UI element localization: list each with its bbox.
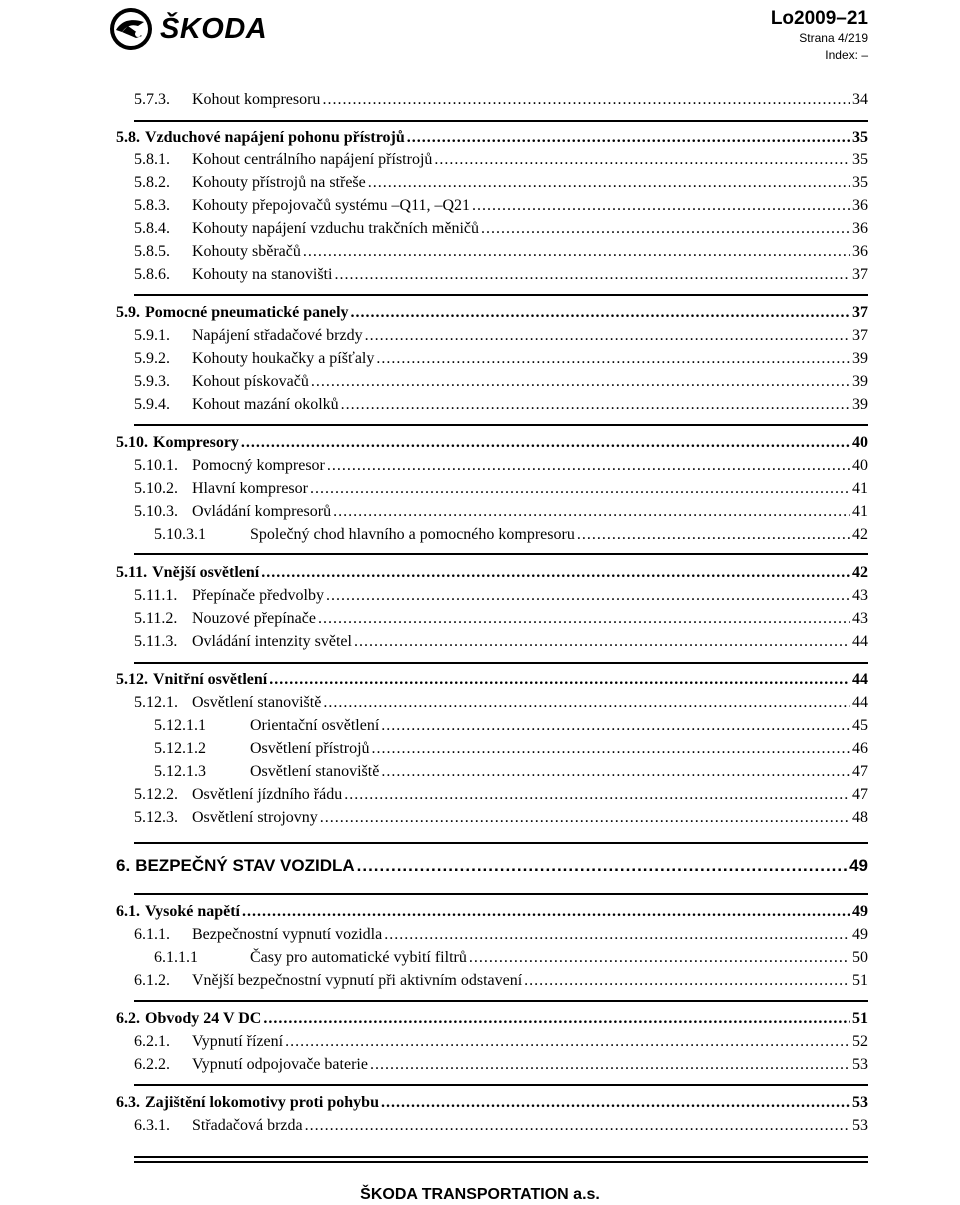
toc-entry-title: Obvody 24 V DC: [145, 1010, 262, 1027]
toc-entry-number: 5.12.1.: [134, 694, 178, 711]
toc-entry-number: 5.10.: [116, 434, 148, 451]
toc-entry[interactable]: [154, 762, 868, 782]
toc-entry-page: 37: [852, 304, 868, 321]
section-rule: [134, 553, 868, 555]
toc-entry[interactable]: [116, 902, 868, 922]
toc-dot-leader: [242, 902, 850, 922]
toc-entry-page: 47: [852, 786, 868, 803]
toc-entry-title: Osvětlení stanoviště: [250, 763, 380, 780]
toc-entry-number: 5.11.: [116, 564, 148, 581]
toc-entry-title: Vnitřní osvětlení: [153, 671, 268, 688]
toc-dot-leader: [320, 808, 850, 828]
toc-entry[interactable]: [116, 856, 868, 876]
toc-entry-page: 36: [852, 243, 868, 260]
toc-entry-title: Vzduchové napájení pohonu přístrojů: [145, 129, 405, 146]
toc-entry-number: 5.8.2.: [134, 174, 170, 191]
toc-entry-number: 6.3.: [116, 1094, 140, 1111]
toc-entry-title: Přepínače předvolby: [192, 587, 324, 604]
toc-entry-title: Kohouty houkačky a píšťaly: [192, 350, 375, 367]
toc-dot-leader: [269, 670, 850, 690]
toc-entry[interactable]: [134, 150, 868, 170]
toc-entry-title: Vypnutí odpojovače baterie: [192, 1056, 368, 1073]
section-rule: [134, 1156, 868, 1158]
toc-dot-leader: [372, 739, 850, 759]
toc-entry-page: 39: [852, 396, 868, 413]
toc-entry-number: 5.9.1.: [134, 327, 170, 344]
toc-entry-number: 5.12.1.3: [154, 763, 206, 780]
toc-entry-title: Vypnutí řízení: [192, 1033, 284, 1050]
toc-entry-title: Napájení střadačové brzdy: [192, 327, 363, 344]
toc-dot-leader: [365, 326, 850, 346]
toc-entry-title: Kohouty sběračů: [192, 243, 301, 260]
toc-entry-title: Kohout pískovačů: [192, 373, 309, 390]
toc-entry[interactable]: [134, 693, 868, 713]
document-code: Lo2009–21: [770, 8, 868, 29]
toc-entry-page: 45: [852, 717, 868, 734]
toc-entry-title: Pomocné pneumatické panely: [145, 304, 349, 321]
toc-entry[interactable]: [134, 502, 868, 522]
toc-dot-leader: [333, 502, 850, 522]
toc-entry[interactable]: [134, 586, 868, 606]
toc-entry-number: 5.10.2.: [134, 480, 178, 497]
toc-entry[interactable]: [116, 433, 868, 453]
toc-dot-leader: [434, 150, 850, 170]
section-rule: [134, 424, 868, 426]
toc-entry-number: 5.10.3.: [134, 503, 178, 520]
toc-entry-page: 53: [852, 1094, 868, 1111]
toc-dot-leader: [381, 762, 850, 782]
toc-entry-page: 53: [852, 1056, 868, 1073]
toc-entry[interactable]: [154, 739, 868, 759]
toc-dot-leader: [577, 525, 850, 545]
toc-dot-leader: [241, 433, 850, 453]
toc-entry-page: 47: [852, 763, 868, 780]
toc-entry-page: 49: [849, 856, 868, 875]
toc-entry-number: 6.3.1.: [134, 1117, 170, 1134]
toc-entry-number: 6.1.1.: [134, 926, 170, 943]
toc-entry-page: 37: [852, 266, 868, 283]
toc-entry-number: 5.8.6.: [134, 266, 170, 283]
toc-entry-page: 40: [852, 457, 868, 474]
toc-entry-page: 39: [852, 373, 868, 390]
toc-dot-leader: [326, 586, 850, 606]
toc-entry-page: 51: [852, 1010, 868, 1027]
toc-entry-page: 35: [852, 174, 868, 191]
toc-entry-title: Kohouty přístrojů na střeše: [192, 174, 366, 191]
toc-entry-title: Osvětlení strojovny: [192, 809, 318, 826]
document-index: Index: –: [825, 48, 868, 62]
toc-entry[interactable]: [134, 971, 868, 991]
logo-wordmark: ŠKODA: [160, 12, 268, 45]
toc-entry-title: Ovládání kompresorů: [192, 503, 332, 520]
toc-dot-leader: [261, 563, 850, 583]
toc-entry[interactable]: [134, 785, 868, 805]
toc-entry-number: 6.1.2.: [134, 972, 170, 989]
toc-entry[interactable]: [134, 395, 868, 415]
toc-dot-leader: [318, 609, 850, 629]
toc-entry-page: 36: [852, 220, 868, 237]
toc-dot-leader: [381, 716, 850, 736]
toc-entry[interactable]: [134, 349, 868, 369]
toc-entry-number: 6.2.2.: [134, 1056, 170, 1073]
toc-entry[interactable]: [134, 219, 868, 239]
toc-dot-leader: [285, 1032, 850, 1052]
toc-entry-title: Kohout kompresoru: [192, 91, 321, 108]
toc-entry[interactable]: [116, 670, 868, 690]
toc-entry[interactable]: [134, 242, 868, 262]
toc-entry[interactable]: [134, 632, 868, 652]
section-rule: [134, 1000, 868, 1002]
toc-entry[interactable]: [134, 326, 868, 346]
toc-entry-number: 6.2.: [116, 1010, 140, 1027]
toc-entry-title: Osvětlení přístrojů: [250, 740, 370, 757]
toc-entry-title: Kohout centrálního napájení přístrojů: [192, 151, 433, 168]
toc-entry-page: 39: [852, 350, 868, 367]
toc-dot-leader: [354, 632, 850, 652]
toc-entry-title: Kohouty přepojovačů systému –Q11, –Q21: [192, 197, 471, 214]
section-rule: [134, 120, 868, 122]
toc-entry-page: 53: [852, 1117, 868, 1134]
toc-dot-leader: [303, 242, 850, 262]
toc-entry-title: Kohouty napájení vzduchu trakčních měničů: [192, 220, 480, 237]
toc-entry-number: 5.7.3.: [134, 91, 170, 108]
toc-entry-title: Pomocný kompresor: [192, 457, 325, 474]
toc-entry-number: 5.9.3.: [134, 373, 170, 390]
toc-entry-page: 44: [852, 671, 868, 688]
toc-entry-page: 35: [852, 151, 868, 168]
toc-entry-number: 6.2.1.: [134, 1033, 170, 1050]
toc-entry[interactable]: [134, 1055, 868, 1075]
toc-entry[interactable]: [154, 716, 868, 736]
toc-entry[interactable]: [116, 128, 868, 148]
toc-entry[interactable]: [134, 479, 868, 499]
toc-entry-page: 35: [852, 129, 868, 146]
toc-entry-title: BEZPEČNÝ STAV VOZIDLA: [135, 856, 355, 875]
footer-rule: [134, 1161, 868, 1163]
toc-dot-leader: [351, 303, 850, 323]
toc-dot-leader: [384, 925, 850, 945]
toc-entry[interactable]: [134, 90, 868, 110]
toc-entry-title: Vnější osvětlení: [152, 564, 260, 581]
toc-entry-title: Vnější bezpečnostní vypnutí při aktivním odstavení: [192, 972, 523, 989]
toc-entry-number: 5.9.4.: [134, 396, 170, 413]
page-footer: ŠKODA TRANSPORTATION a.s.: [360, 1186, 600, 1203]
toc-entry-title: Společný chod hlavního a pomocného kompresoru: [250, 526, 575, 543]
toc-entry-title: Zajištění lokomotivy proti pohybu: [145, 1094, 379, 1111]
toc-entry-number: 5.12.1.1: [154, 717, 206, 734]
toc-entry-page: 36: [852, 197, 868, 214]
toc-entry[interactable]: [134, 808, 868, 828]
toc-entry[interactable]: [154, 948, 868, 968]
toc-entry-title: Hlavní kompresor: [192, 480, 308, 497]
toc-entry-number: 5.8.: [116, 129, 140, 146]
toc-dot-leader: [334, 265, 850, 285]
toc-entry-number: 5.9.2.: [134, 350, 170, 367]
toc-entry-number: 5.8.4.: [134, 220, 170, 237]
toc-entry-title: Kohouty na stanovišti: [192, 266, 333, 283]
section-rule: [134, 294, 868, 296]
toc-entry-title: Vysoké napětí: [145, 903, 240, 920]
toc-entry[interactable]: [154, 525, 868, 545]
toc-entry[interactable]: [134, 372, 868, 392]
toc-entry-page: 46: [852, 740, 868, 757]
toc-dot-leader: [368, 173, 850, 193]
toc-entry-page: 41: [852, 480, 868, 497]
toc-entry[interactable]: [134, 925, 868, 945]
toc-entry-number: 5.12.: [116, 671, 148, 688]
toc-entry-title: Orientační osvětlení: [250, 717, 380, 734]
toc-entry-number: 6.1.: [116, 903, 140, 920]
toc-entry-page: 34: [852, 91, 868, 108]
page-header: [0, 0, 960, 80]
toc-dot-leader: [323, 693, 850, 713]
toc-entry-number: 5.10.1.: [134, 457, 178, 474]
toc-dot-leader: [407, 128, 850, 148]
toc-dot-leader: [305, 1116, 850, 1136]
toc-dot-leader: [327, 456, 850, 476]
toc-entry-title: Kohout mazání okolků: [192, 396, 339, 413]
toc-entry-page: 37: [852, 327, 868, 344]
toc-entry-page: 44: [852, 694, 868, 711]
toc-dot-leader: [322, 90, 850, 110]
toc-entry-page: 41: [852, 503, 868, 520]
toc-entry-page: 43: [852, 610, 868, 627]
toc-entry[interactable]: [116, 1093, 868, 1113]
toc-entry-number: 6.1.1.1: [154, 949, 198, 966]
toc-entry[interactable]: [134, 609, 868, 629]
section-rule: [134, 1084, 868, 1086]
toc-entry[interactable]: [116, 1009, 868, 1029]
toc-entry-number: 5.11.3.: [134, 633, 178, 650]
toc-entry-title: Kompresory: [153, 434, 239, 451]
toc-entry-page: 40: [852, 434, 868, 451]
toc-entry[interactable]: [134, 1032, 868, 1052]
toc-dot-leader: [357, 856, 847, 876]
toc-entry-number: 6.: [116, 856, 131, 875]
toc-entry-title: Nouzové přepínače: [192, 610, 316, 627]
document-info: [771, 8, 868, 64]
toc-dot-leader: [370, 1055, 850, 1075]
toc-entry[interactable]: [134, 173, 868, 193]
section-rule: [134, 842, 868, 844]
toc-entry-number: 5.8.3.: [134, 197, 170, 214]
toc-dot-leader: [310, 479, 850, 499]
toc-dot-leader: [472, 196, 850, 216]
skoda-logo: [108, 6, 267, 52]
toc-dot-leader: [524, 971, 850, 991]
skoda-winged-arrow-icon: [108, 6, 154, 52]
toc-entry-title: Bezpečnostní vypnutí vozidla: [192, 926, 383, 943]
toc-entry-title: Střadačová brzda: [192, 1117, 303, 1134]
toc-dot-leader: [376, 349, 850, 369]
page-number: Strana 4/219: [799, 31, 868, 45]
toc-entry[interactable]: [134, 1116, 868, 1136]
toc-entry-page: 48: [852, 809, 868, 826]
toc-entry-number: 5.8.1.: [134, 151, 170, 168]
toc-dot-leader: [341, 395, 850, 415]
toc-entry[interactable]: [116, 303, 868, 323]
toc-entry-title: Osvětlení stanoviště: [192, 694, 322, 711]
toc-entry-page: 49: [852, 926, 868, 943]
toc-entry[interactable]: [134, 196, 868, 216]
toc-dot-leader: [381, 1093, 850, 1113]
toc-entry-title: Ovládání intenzity světel: [192, 633, 352, 650]
toc-entry-page: 49: [852, 903, 868, 920]
toc-entry-number: 5.11.1.: [134, 587, 178, 604]
toc-dot-leader: [311, 372, 850, 392]
toc-entry-number: 5.12.1.2: [154, 740, 206, 757]
toc-entry-page: 43: [852, 587, 868, 604]
toc-entry-number: 5.12.3.: [134, 809, 178, 826]
toc-entry-title: Osvětlení jízdního řádu: [192, 786, 343, 803]
toc-entry-page: 50: [852, 949, 868, 966]
section-rule: [134, 893, 868, 895]
toc-entry-number: 5.12.2.: [134, 786, 178, 803]
toc-dot-leader: [481, 219, 850, 239]
toc-entry-title: Časy pro automatické vybití filtrů: [250, 949, 467, 966]
toc-entry-number: 5.8.5.: [134, 243, 170, 260]
section-rule: [134, 662, 868, 664]
toc-entry-number: 5.9.: [116, 304, 140, 321]
toc-entry[interactable]: [134, 265, 868, 285]
toc-entry-number: 5.10.3.1: [154, 526, 206, 543]
toc-entry-page: 42: [852, 564, 868, 581]
toc-entry[interactable]: [134, 456, 868, 476]
toc-entry-page: 51: [852, 972, 868, 989]
toc-entry-page: 44: [852, 633, 868, 650]
toc-dot-leader: [469, 948, 850, 968]
toc-entry-page: 42: [852, 526, 868, 543]
toc-entry-number: 5.11.2.: [134, 610, 178, 627]
toc-entry-page: 52: [852, 1033, 868, 1050]
toc-entry[interactable]: [116, 563, 868, 583]
toc-dot-leader: [263, 1009, 850, 1029]
toc-dot-leader: [344, 785, 850, 805]
